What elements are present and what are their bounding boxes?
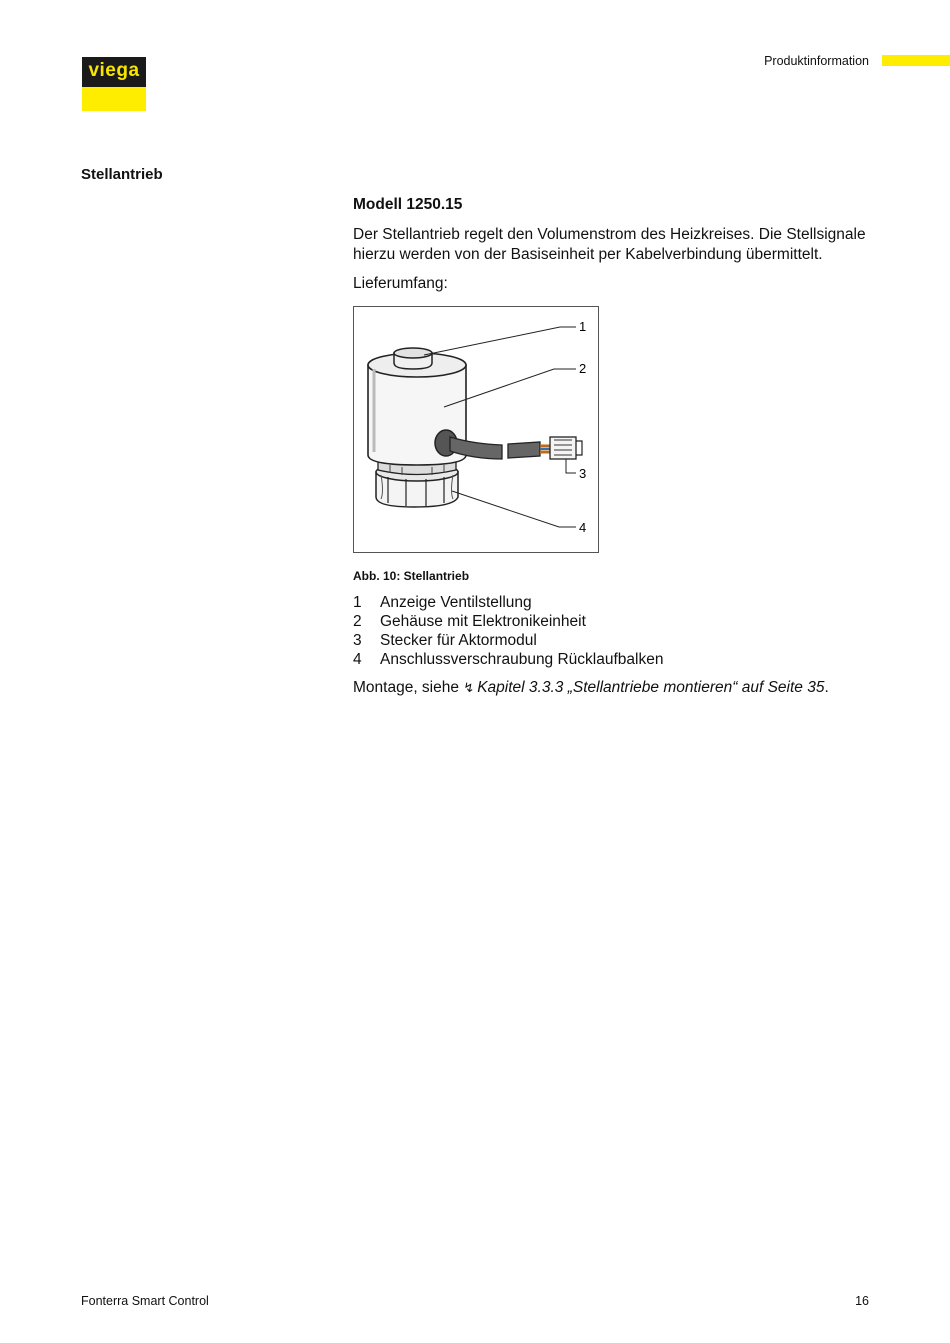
legend-number: 1 xyxy=(353,593,362,611)
logo-yellow-block xyxy=(82,87,146,111)
legend-number: 2 xyxy=(353,612,362,630)
link-arrow-icon: ↯ xyxy=(463,679,475,695)
footer-page-number: 16 xyxy=(855,1294,869,1308)
logo-wordmark: viega xyxy=(82,57,146,87)
actuator-illustration xyxy=(354,307,598,552)
callout-2: 2 xyxy=(579,360,587,376)
chapter-link[interactable]: Kapitel 3.3.3 „Stellantriebe montieren“ auf Seite 35 xyxy=(477,678,825,696)
footer-product-name: Fonterra Smart Control xyxy=(81,1294,209,1308)
legend-item xyxy=(353,631,868,650)
scope-label: Lieferumfang: xyxy=(353,275,448,292)
main-content xyxy=(353,195,868,698)
legend-item xyxy=(353,650,868,669)
model-heading: Modell 1250.15 xyxy=(353,196,463,213)
actuator-figure xyxy=(353,306,599,553)
section-title: Stellantrieb xyxy=(81,166,163,183)
figure-legend xyxy=(353,593,868,670)
header-yellow-bar xyxy=(882,55,950,66)
legend-text: Anzeige Ventilstellung xyxy=(380,593,532,611)
legend-text: Anschlussverschraubung Rücklaufbalken xyxy=(380,651,664,669)
legend-text: Stecker für Aktormodul xyxy=(380,632,537,650)
legend-item xyxy=(353,593,868,612)
position-indicator-drawing xyxy=(394,348,432,369)
callout-1: 1 xyxy=(579,318,587,334)
plug-drawing xyxy=(550,437,582,459)
callout-3: 3 xyxy=(579,465,587,481)
viega-logo xyxy=(82,57,146,111)
callout-4: 4 xyxy=(579,519,587,535)
reference-prefix: Montage, siehe xyxy=(353,678,459,696)
legend-item xyxy=(353,612,868,631)
reference-suffix: . xyxy=(824,678,829,696)
header-section-label: Produktinformation xyxy=(764,54,869,68)
legend-number: 4 xyxy=(353,651,362,669)
legend-number: 3 xyxy=(353,632,362,650)
cross-reference xyxy=(353,678,868,698)
cable-drawing xyxy=(435,430,550,459)
legend-text: Gehäuse mit Elektronikeinheit xyxy=(380,612,586,630)
description-paragraph: Der Stellantrieb regelt den Volumenstrom des Heizkreises. Die Stellsignale hierzu werden von der Basiseinheit per Kabelverbindung übermittelt. xyxy=(353,226,866,263)
figure-caption: Abb. 10: Stellantrieb xyxy=(353,568,470,583)
